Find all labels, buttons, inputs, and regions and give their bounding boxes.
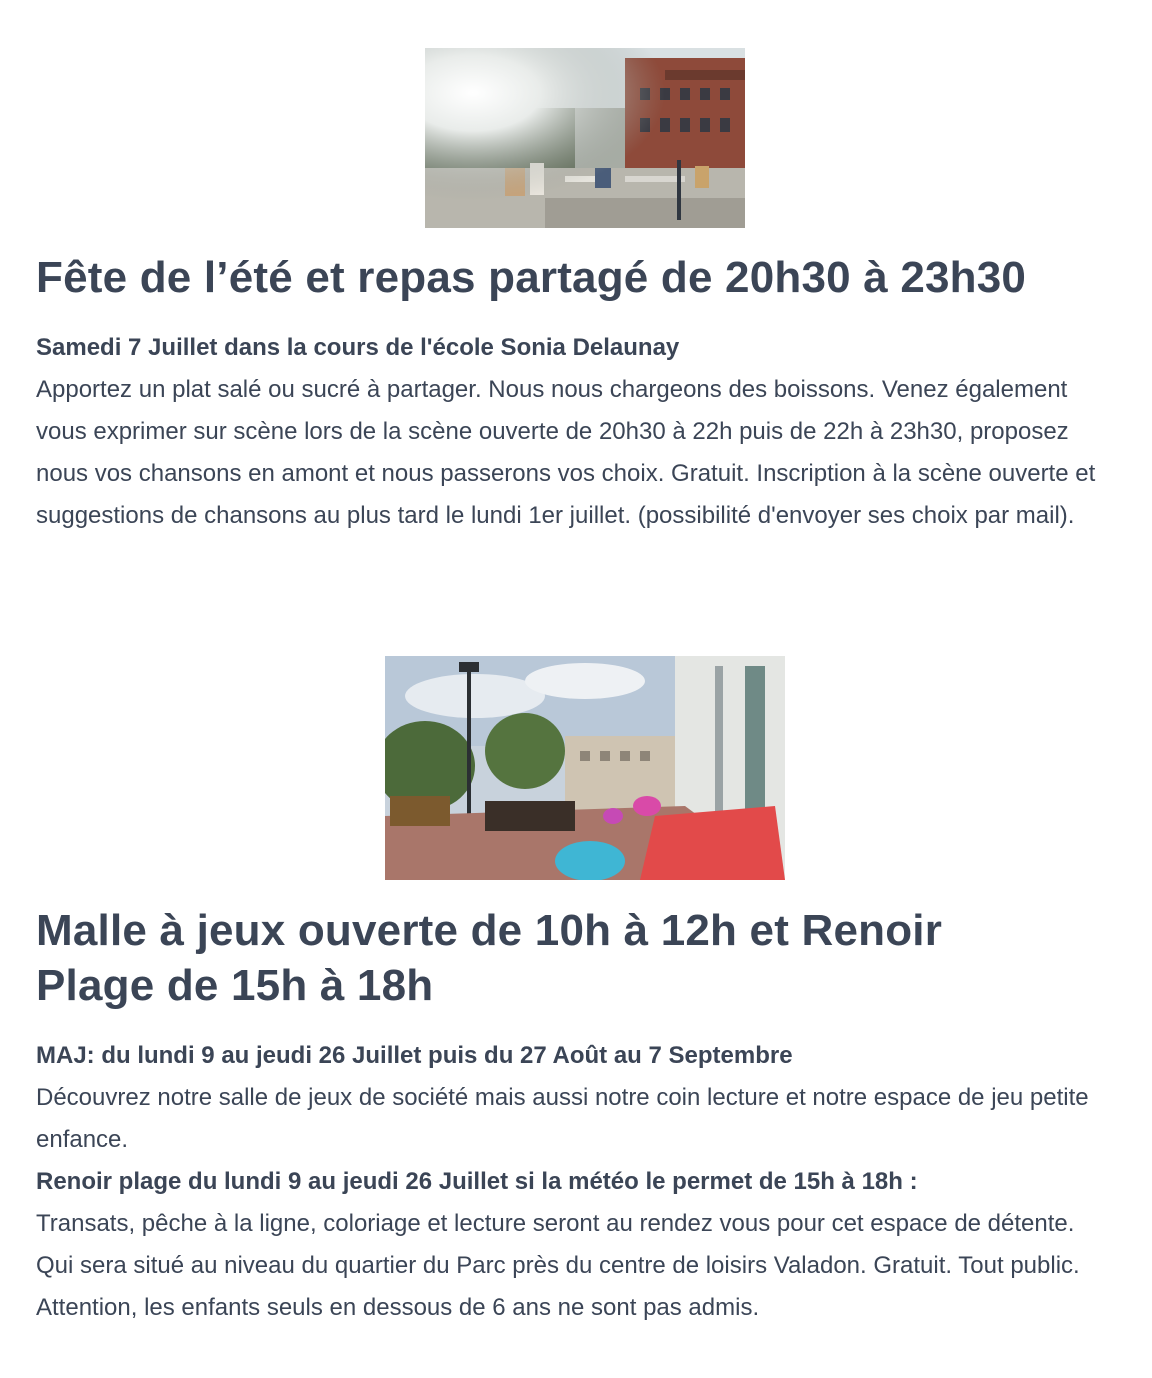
event-description: Découvrez notre salle de jeux de société mais aussi notre coin lecture et notre espace de jeu petite enfance. <box>36 1084 1089 1153</box>
event-dates: MAJ: du lundi 9 au jeudi 26 Juillet puis du 27 Août au 7 Septembre <box>36 1042 793 1069</box>
event-photo-terrace <box>385 656 785 880</box>
event-photo-courtyard <box>425 48 745 228</box>
event-summer-party <box>36 250 1116 537</box>
event-dates-beach: Renoir plage du lundi 9 au jeudi 26 Juillet si la météo le permet de 15h à 18h : <box>36 1168 918 1195</box>
event-title: Fête de l’été et repas partagé de 20h30 à 23h30 <box>36 253 1027 302</box>
event-date-location: Samedi 7 Juillet dans la cours de l'école Sonia Delaunay <box>36 334 680 361</box>
event-body <box>36 327 1116 537</box>
event-description: Apportez un plat salé ou sucré à partager. Nous nous chargeons des boissons. Venez également vous exprimer sur scène lors de la scène ouverte de 20h30 à 22h puis de 22h à 23h30, proposez nous vos chansons en amont et nous passerons vos choix. Gratuit. Inscription à la scène ouverte et suggestions de chansons au plus tard le lundi 1er juillet. (possibilité d'envoyer ses choix par mail). <box>36 376 1096 529</box>
event-body <box>36 1035 1116 1329</box>
event-title: Malle à jeux ouverte de 10h à 12h et Renoir Plage de 15h à 18h <box>36 906 943 1010</box>
event-games-beach <box>36 903 1116 1329</box>
event-description-beach: Transats, pêche à la ligne, coloriage et lecture seront au rendez vous pour cet espace de détente. Qui sera situé au niveau du quartier du Parc près du centre de loisirs Valadon. Gratuit. Tout public. Attention, les enfants seuls en dessous de 6 ans ne sont pas admis. <box>36 1210 1080 1321</box>
